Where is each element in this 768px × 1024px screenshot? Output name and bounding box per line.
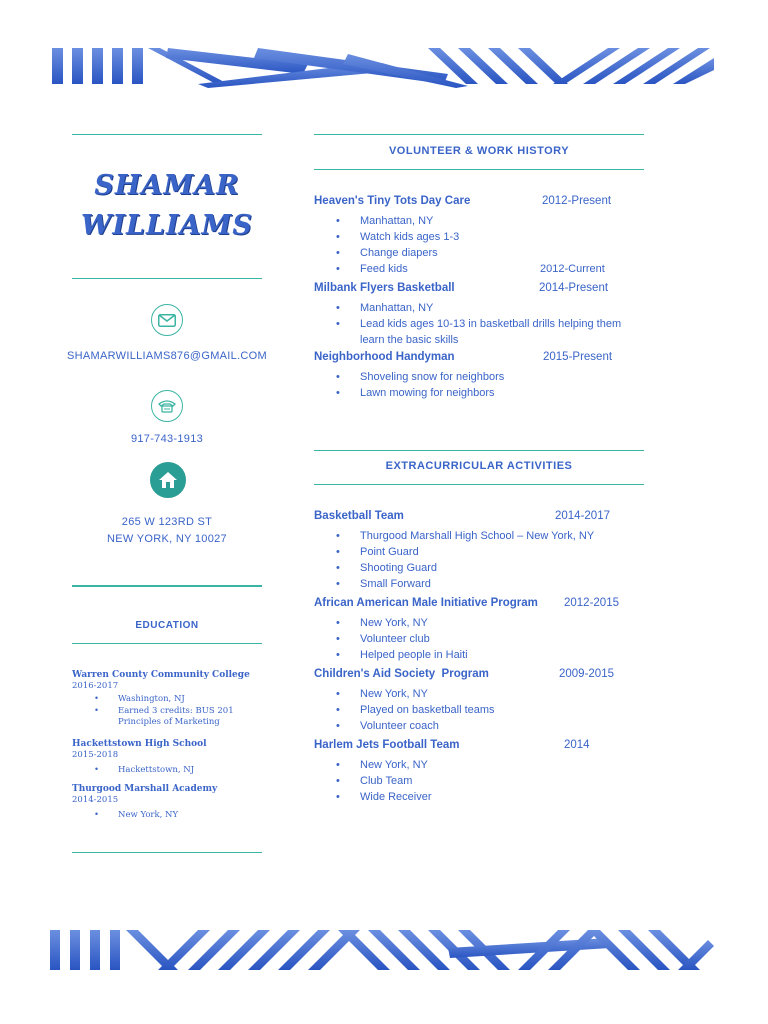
email-address[interactable]: SHAMARWILLIAMS876@GMAIL.COM [67, 350, 267, 362]
entry-title: Harlem Jets Football Team [314, 739, 460, 751]
work-entry [314, 282, 644, 348]
list-item [360, 261, 644, 277]
work-divider-top [314, 134, 644, 135]
left-divider-education-bottom [72, 643, 262, 644]
list-item: • Volunteer club [360, 631, 644, 647]
list-item: • Watch kids ages 1-3 [360, 229, 644, 245]
left-divider-top [72, 134, 262, 135]
list-item: • New York, NY [360, 686, 644, 702]
list-item: • Shooting Guard [360, 560, 644, 576]
list-item: • New York, NY [118, 810, 272, 822]
list-item: • Earned 3 credits: BUS 201 Principles of Marketing [118, 706, 238, 729]
list-item: • Small Forward [360, 576, 644, 592]
list-item: • Lead kids ages 10-13 in basketball drills helping them learn the basic skills [360, 316, 640, 348]
school-years: 2016-2017 [72, 681, 119, 691]
address-line-1: 265 W 123RD ST [121, 516, 213, 528]
top-decorative-banner [48, 44, 718, 88]
school-name: Thurgood Marshall Academy [72, 784, 218, 794]
list-item-text: Feed kids [360, 263, 408, 275]
work-entry [314, 351, 644, 401]
entry-title: African American Male Initiative Program [314, 597, 538, 609]
entry-title: Neighborhood Handyman [314, 351, 455, 363]
entry-title: Heaven's Tiny Tots Day Care [314, 195, 471, 207]
school-years: 2014-2015 [72, 795, 119, 805]
school-details [72, 765, 272, 777]
telephone-icon [151, 390, 183, 422]
entry-bullets [314, 300, 644, 348]
list-item: • Club Team [360, 773, 644, 789]
list-item: • Point Guard [360, 544, 644, 560]
school-details [72, 694, 272, 729]
entry-date: 2009-2015 [559, 668, 614, 680]
entry-bullets [314, 213, 644, 277]
work-history-heading: VOLUNTEER & WORK HISTORY [388, 145, 570, 157]
entry-title: Basketball Team [314, 510, 404, 522]
first-name: SHAMAR [94, 170, 240, 201]
entry-date: 2014-2017 [555, 510, 610, 522]
list-item: • Manhattan, NY [360, 213, 644, 229]
entry-bullets [314, 615, 644, 663]
address [66, 514, 268, 548]
education-entry [72, 669, 272, 729]
left-divider-bottom [72, 852, 262, 853]
last-name: WILLIAMS [81, 210, 253, 241]
list-item: • Change diapers [360, 245, 644, 261]
entry-date: 2014-Present [539, 282, 609, 294]
entry-date: 2012-2015 [564, 597, 619, 609]
activity-entry [314, 597, 644, 663]
activity-entry [314, 739, 644, 805]
activities-heading: EXTRACURRICULAR ACTIVITIES [385, 460, 573, 472]
list-item: • Lawn mowing for neighbors [360, 385, 644, 401]
school-name: Hackettstown High School [72, 739, 207, 749]
list-item: • Played on basketball teams [360, 702, 644, 718]
list-item: • Manhattan, NY [360, 300, 644, 316]
school-name: Warren County Community College [72, 670, 250, 680]
list-item: • Helped people in Haiti [360, 647, 644, 663]
entry-bullets [314, 528, 644, 592]
left-divider-name [72, 278, 262, 279]
entry-bullets [314, 686, 644, 734]
left-divider-education-top [72, 585, 262, 587]
entry-title: Children's Aid Society Program [314, 668, 489, 680]
bottom-decorative-banner [48, 928, 718, 972]
entry-date: 2012-Current [540, 263, 605, 275]
entry-date: 2012-Present [542, 195, 612, 207]
work-divider-bottom [314, 169, 644, 170]
list-item: • Hackettstown, NJ [118, 765, 272, 777]
list-item: • Washington, NJ [118, 694, 272, 706]
school-years: 2015-2018 [72, 750, 119, 760]
education-entry [72, 738, 272, 777]
entry-bullets [314, 369, 644, 401]
list-item: • Thurgood Marshall High School – New York, NY [360, 528, 644, 544]
entry-title: Milbank Flyers Basketball [314, 282, 455, 294]
list-item: • Wide Receiver [360, 789, 644, 805]
activity-entry [314, 668, 644, 734]
phone-number[interactable]: 917-743-1913 [130, 433, 204, 445]
house-icon [150, 462, 186, 498]
entry-date: 2014 [564, 739, 590, 751]
list-item: • New York, NY [360, 615, 644, 631]
list-item: • New York, NY [360, 757, 644, 773]
activity-entry [314, 510, 644, 592]
list-item: • Volunteer coach [360, 718, 644, 734]
education-heading: EDUCATION [135, 620, 199, 631]
education-entry [72, 783, 272, 822]
address-line-2: NEW YORK, NY 10027 [107, 533, 227, 545]
activities-divider-bottom [314, 484, 644, 485]
activities-divider-top [314, 450, 644, 451]
candidate-name [72, 166, 262, 246]
envelope-icon [151, 304, 183, 336]
entry-date: 2015-Present [543, 351, 613, 363]
entry-bullets [314, 757, 644, 805]
list-item: • Shoveling snow for neighbors [360, 369, 644, 385]
work-entry [314, 195, 644, 277]
school-details [72, 810, 272, 822]
